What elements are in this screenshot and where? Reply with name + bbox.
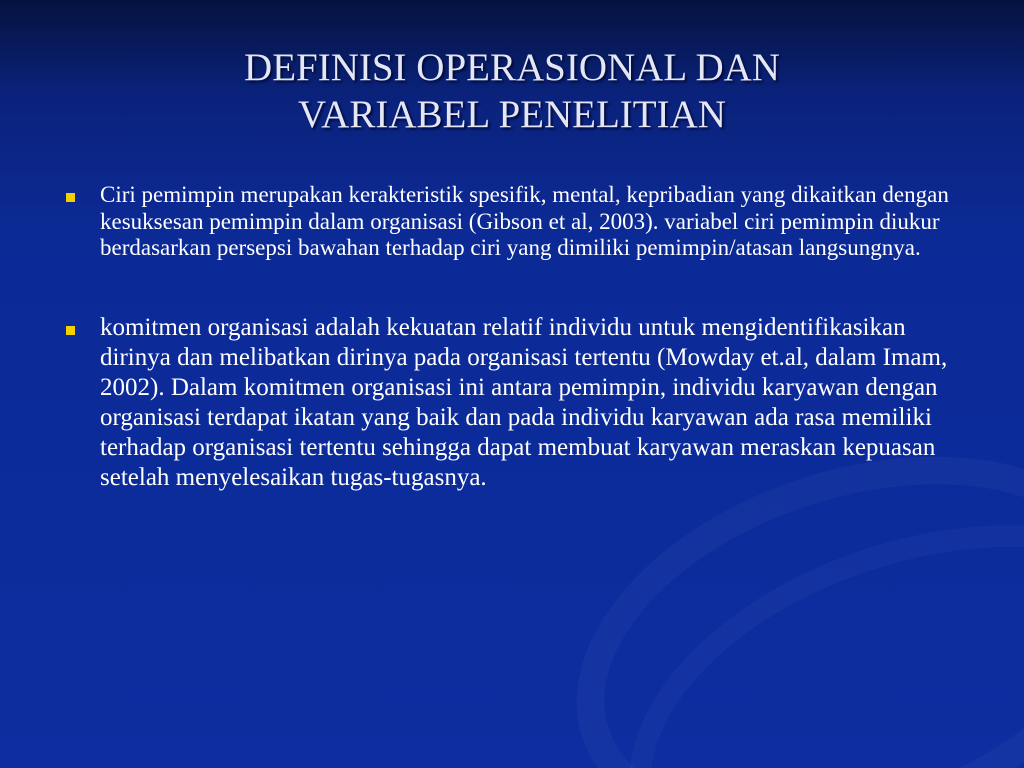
bullet-list [62, 182, 952, 493]
square-bullet-icon [66, 326, 75, 335]
square-bullet-icon [66, 193, 75, 202]
bullet-item [62, 313, 952, 493]
bullet-text: komitmen organisasi adalah kekuatan relatif individu untuk mengidentifikasikan dirinya dan melibatkan dirinya pada organisasi tertentu (Mowday et.al, dalam Imam, 2002). Dalam komitmen organisasi ini antara pemimpin, individu karyawan dengan organisasi terdapat ikatan yang baik dan pada individu karyawan ada rasa memiliki terhadap organisasi tertentu sehingga dapat membuat karyawan meraskan kepuasan setelah menyelesaikan tugas-tugasnya. [100, 313, 948, 491]
slide-title [0, 44, 1024, 138]
bullet-item [62, 182, 952, 262]
slide-title-line-2: VARIABEL PENELITIAN [298, 93, 726, 136]
slide-title-line-1: DEFINISI OPERASIONAL DAN [244, 46, 780, 89]
bullet-text: Ciri pemimpin merupakan kerakteristik spesifik, mental, kepribadian yang dikaitkan dengan kesuksesan pemimpin dalam organisasi (Gibson et al, 2003). variabel ciri pemimpin diukur berdasarkan persepsi bawahan terhadap ciri yang dimiliki pemimpin/atasan langsungnya. [100, 182, 949, 260]
